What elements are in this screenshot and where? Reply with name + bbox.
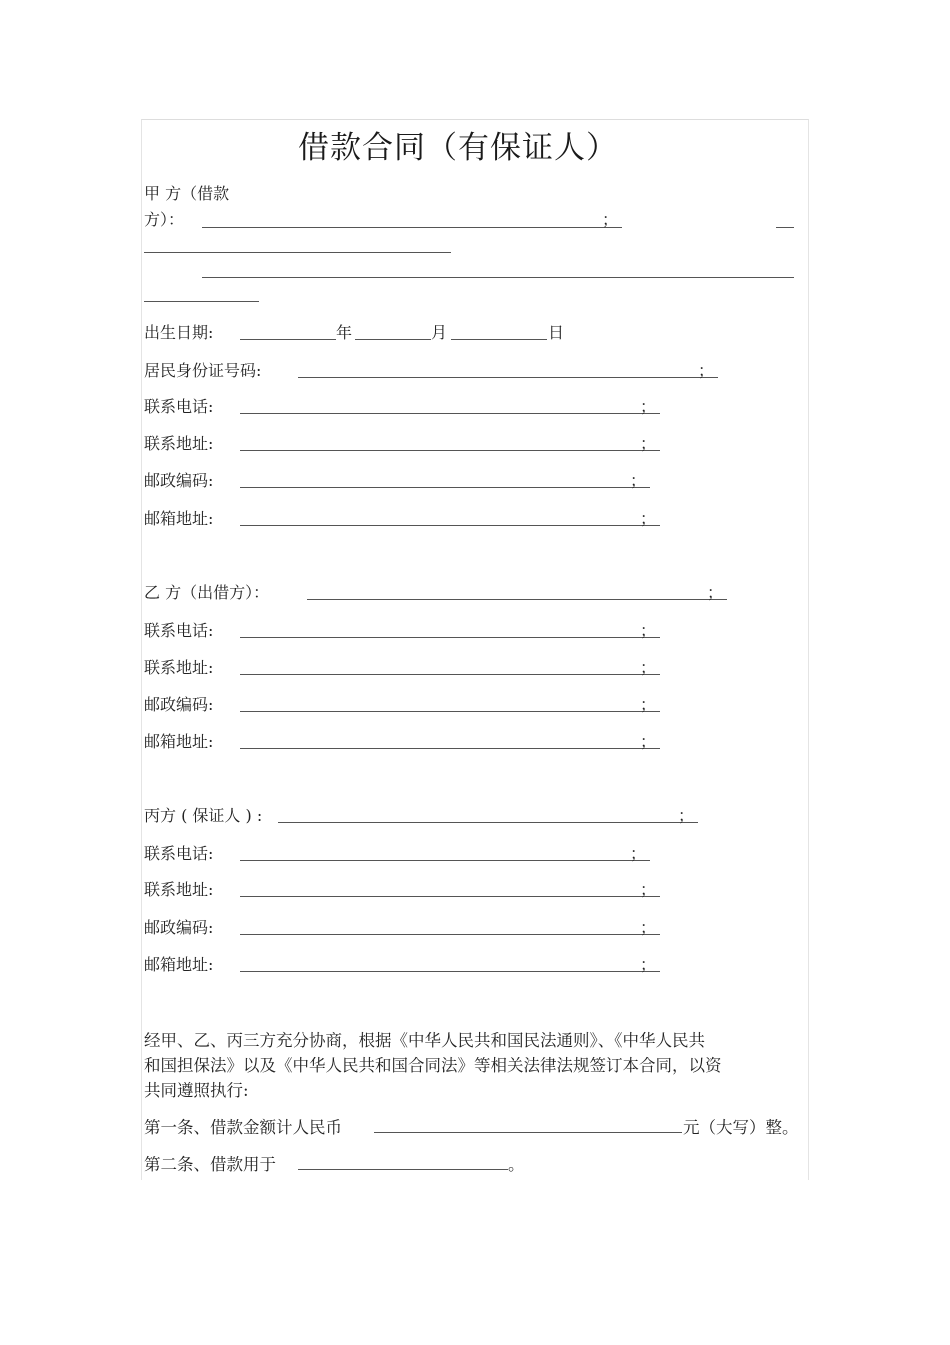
- blank-line[interactable]: [202, 277, 794, 278]
- month-label: 月: [431, 323, 448, 342]
- party-c-email-label: 邮箱地址:: [144, 955, 214, 974]
- party-c-label: 丙方 ( 保证人 ) :: [144, 806, 263, 825]
- semicolon: ；: [640, 509, 657, 528]
- article-1-suffix: 元（大写）整。: [683, 1118, 799, 1137]
- party-c-address-field[interactable]: [240, 896, 660, 897]
- semicolon: ；: [640, 732, 657, 751]
- preamble-line-1: 经甲、乙、丙三方充分协商，根据《中华人民共和国民法通则》、《中华人民共: [144, 1031, 705, 1050]
- party-a-postcode-label: 邮政编码:: [144, 471, 214, 490]
- id-number-label: 居民身份证号码:: [144, 361, 262, 380]
- party-a-label-line2: 方）：: [144, 210, 185, 229]
- blank-line[interactable]: [144, 301, 259, 302]
- party-c-phone-field[interactable]: [240, 860, 650, 861]
- article-2-label: 第二条、借款用于: [144, 1155, 276, 1174]
- party-c-name-field[interactable]: [278, 822, 698, 823]
- semicolon: ；: [640, 397, 657, 416]
- day-label: 日: [548, 323, 565, 342]
- semicolon: ；: [707, 583, 724, 602]
- blank-line[interactable]: [144, 252, 451, 253]
- party-c-phone-label: 联系电话:: [144, 844, 214, 863]
- semicolon: ；: [640, 621, 657, 640]
- id-number-field[interactable]: [298, 377, 718, 378]
- semicolon: ；: [678, 806, 695, 825]
- party-c-postcode-field[interactable]: [240, 934, 660, 935]
- birth-date-label: 出生日期:: [144, 323, 214, 342]
- party-c-postcode-label: 邮政编码:: [144, 918, 214, 937]
- party-a-postcode-field[interactable]: [240, 487, 650, 488]
- semicolon: ；: [640, 658, 657, 677]
- semicolon: ；: [640, 434, 657, 453]
- party-a-phone-field[interactable]: [240, 413, 660, 414]
- preamble-line-2: 和国担保法》以及《中华人民共和国合同法》等相关法律法规签订本合同，以资: [144, 1056, 722, 1075]
- loan-amount-field[interactable]: [374, 1132, 682, 1133]
- semicolon: ；: [698, 361, 715, 380]
- party-b-address-field[interactable]: [240, 674, 660, 675]
- page-border: [141, 119, 809, 1180]
- party-b-address-label: 联系地址:: [144, 658, 214, 677]
- party-a-phone-label: 联系电话:: [144, 397, 214, 416]
- party-b-postcode-label: 邮政编码:: [144, 695, 214, 714]
- party-b-postcode-field[interactable]: [240, 711, 660, 712]
- party-a-email-label: 邮箱地址:: [144, 509, 214, 528]
- party-a-label-line1: 甲 方（借款: [144, 184, 230, 203]
- page-title: 借款合同（有保证人）: [298, 130, 618, 166]
- blank-line[interactable]: [776, 227, 794, 228]
- year-label: 年: [336, 323, 353, 342]
- party-b-phone-field[interactable]: [240, 637, 660, 638]
- birth-month-field[interactable]: [355, 339, 431, 340]
- birth-year-field[interactable]: [240, 339, 336, 340]
- semicolon: ；: [640, 955, 657, 974]
- party-b-phone-label: 联系电话:: [144, 621, 214, 640]
- party-b-label: 乙 方（出借方）：: [144, 583, 270, 602]
- semicolon: ；: [630, 471, 647, 490]
- party-b-email-label: 邮箱地址:: [144, 732, 214, 751]
- semicolon: ；: [602, 210, 619, 229]
- semicolon: ；: [640, 695, 657, 714]
- party-b-name-field[interactable]: [307, 599, 727, 600]
- semicolon: ；: [630, 844, 647, 863]
- semicolon: ；: [640, 918, 657, 937]
- semicolon: ；: [640, 880, 657, 899]
- party-a-name-field[interactable]: [202, 227, 622, 228]
- party-c-email-field[interactable]: [240, 971, 660, 972]
- party-a-address-label: 联系地址:: [144, 434, 214, 453]
- article-1-label: 第一条、借款金额计人民币: [144, 1118, 342, 1137]
- birth-day-field[interactable]: [451, 339, 547, 340]
- article-2-suffix: 。: [508, 1155, 525, 1174]
- preamble-line-3: 共同遵照执行:: [144, 1081, 249, 1100]
- party-c-address-label: 联系地址:: [144, 880, 214, 899]
- party-b-email-field[interactable]: [240, 748, 660, 749]
- party-a-email-field[interactable]: [240, 525, 660, 526]
- party-a-address-field[interactable]: [240, 450, 660, 451]
- loan-purpose-field[interactable]: [298, 1169, 508, 1170]
